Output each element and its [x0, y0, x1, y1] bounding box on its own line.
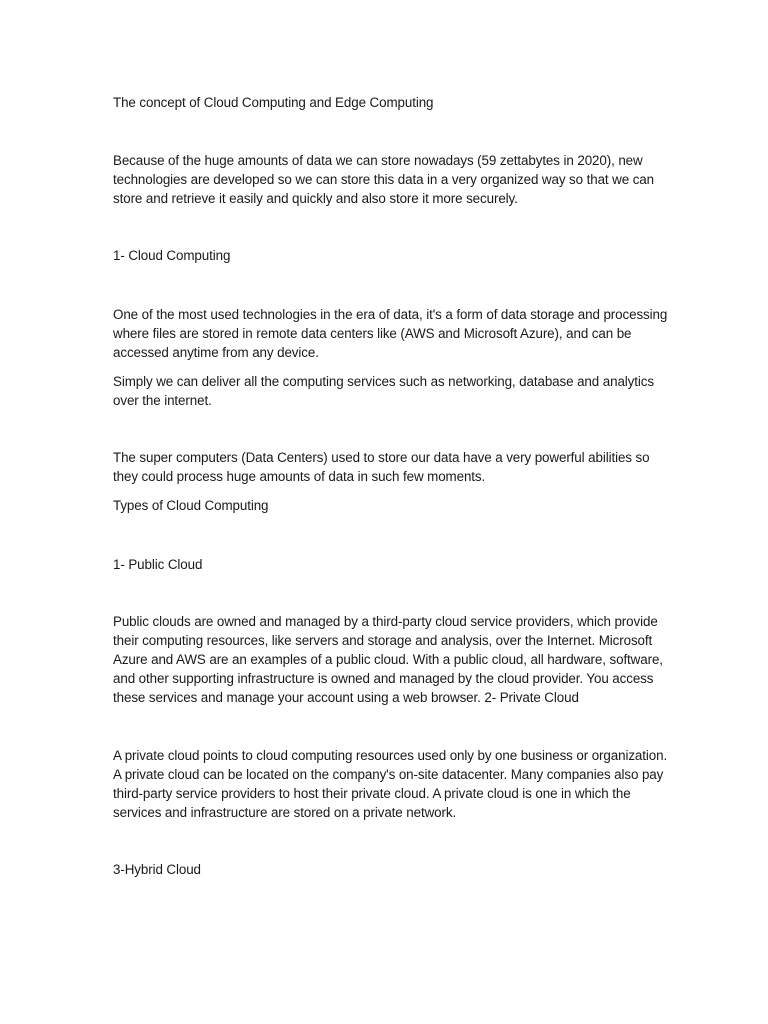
section-heading-cloud-computing: 1- Cloud Computing — [113, 248, 231, 263]
intro-line: Because of the huge amounts of data we can store nowadays (59 zettabytes in 2020), new — [113, 153, 643, 168]
paragraph-line: accessed anytime from any device. — [113, 345, 319, 360]
paragraph-line: services and infrastructure are stored on a private network. — [113, 805, 457, 820]
paragraph-line: their computing resources, like servers and storage and analysis, over the Internet. Microsoft — [113, 633, 653, 648]
paragraph-line: where files are stored in remote data centers like (AWS and Microsoft Azure), and can be — [113, 326, 632, 341]
paragraph-line: The super computers (Data Centers) used to store our data have a very powerful abilities so — [113, 450, 650, 465]
paragraph-line: these services and manage your account using a web browser. 2- Private Cloud — [113, 690, 579, 705]
intro-line: store and retrieve it easily and quickly and also store it more securely. — [113, 191, 518, 206]
paragraph-line: third-party service providers to host their private cloud. A private cloud is one in which the — [113, 786, 631, 801]
paragraph-line: Public clouds are owned and managed by a third-party cloud service providers, which provide — [113, 614, 658, 629]
paragraph-line: and other supporting infrastructure is owned and managed by the cloud provider. You access — [113, 671, 654, 686]
paragraph-line: A private cloud points to cloud computing resources used only by one business or organization. — [113, 748, 668, 763]
paragraph-line: Azure and AWS are an examples of a public cloud. With a public cloud, all hardware, software, — [113, 652, 663, 667]
document-title: The concept of Cloud Computing and Edge Computing — [113, 95, 434, 110]
paragraph-line: Simply we can deliver all the computing services such as networking, database and analytics — [113, 374, 654, 389]
public-cloud-heading: 1- Public Cloud — [113, 557, 203, 572]
types-heading: Types of Cloud Computing — [113, 498, 269, 513]
paragraph-line: One of the most used technologies in the era of data, it's a form of data storage and processing — [113, 307, 668, 322]
paragraph-line: over the internet. — [113, 393, 212, 408]
intro-line: technologies are developed so we can store this data in a very organized way so that we can — [113, 172, 654, 187]
paragraph-line: A private cloud can be located on the company's on-site datacenter. Many companies also pay — [113, 767, 664, 782]
hybrid-cloud-heading: 3-Hybrid Cloud — [113, 862, 201, 877]
paragraph-line: they could process huge amounts of data in such few moments. — [113, 469, 486, 484]
